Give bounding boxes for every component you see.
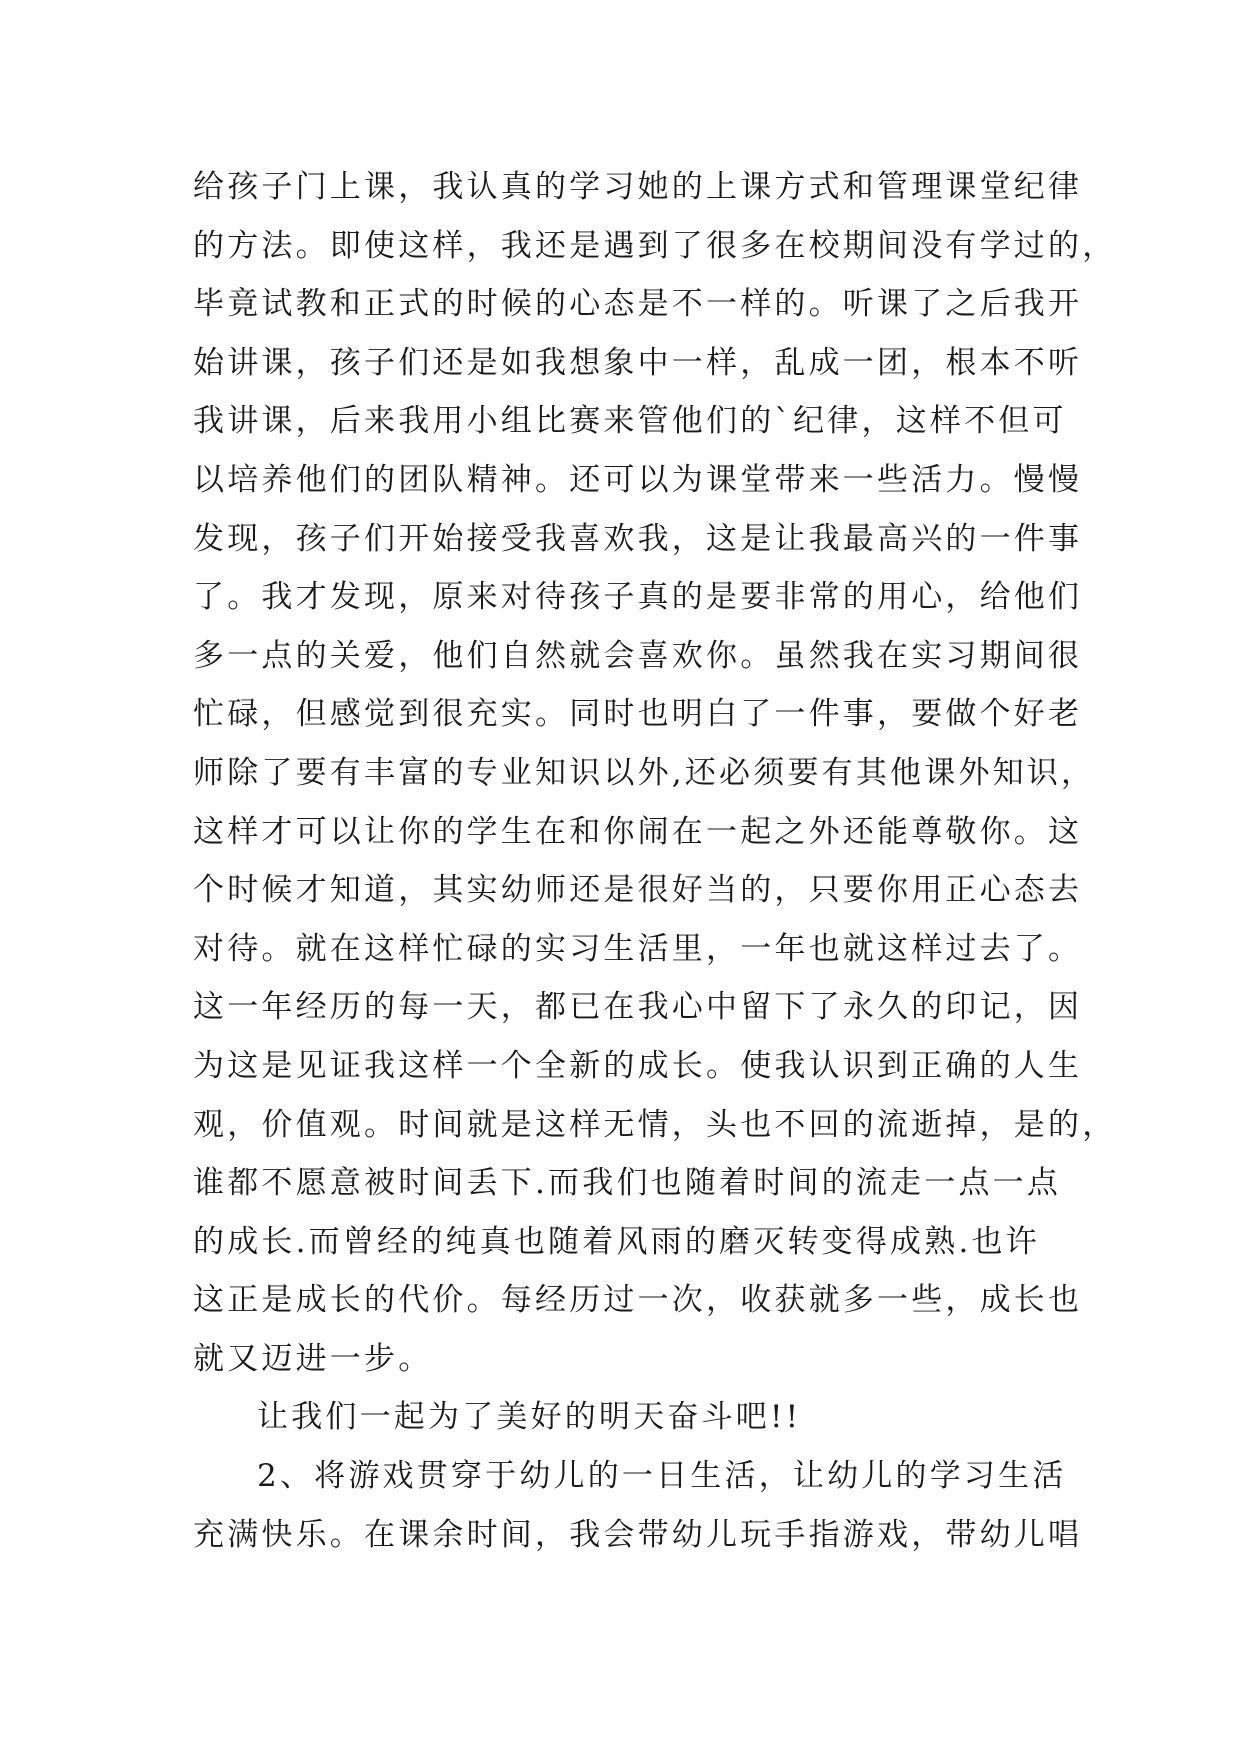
text-line: 发现，孩子们开始接受我喜欢我，这是让我最高兴的一件事 — [193, 520, 1083, 557]
text-line: 为这是见证我这样一个全新的成长。使我认识到正确的人生 — [193, 1047, 1083, 1084]
text-line: 对待。就在这样忙碌的实习生活里，一年也就这样过去了。 — [193, 930, 1083, 967]
text-line: 毕竟试教和正式的时候的心态是不一样的。听课了之后我开 — [193, 286, 1083, 323]
text-line: 个时候才知道，其实幼师还是很好当的，只要你用正心态去 — [193, 872, 1083, 909]
text-line: 这正是成长的代价。每经历过一次，收获就多一些，成长也 — [193, 1282, 1083, 1319]
text-line: 的成长.而曾经的纯真也随着风雨的磨灭转变得成熟.也许 — [193, 1223, 1040, 1260]
body-text — [193, 158, 1117, 1564]
text-line: 的方法。即使这样，我还是遇到了很多在校期间没有学过的， — [193, 227, 1117, 264]
text-line: 观，价值观。时间就是这样无情，头也不回的流逝掉，是的， — [193, 1106, 1117, 1143]
text-line: 多一点的关爱，他们自然就会喜欢你。虽然我在实习期间很 — [193, 637, 1083, 674]
paragraph-first-line: 2、将游戏贯穿于幼儿的一日生活，让幼儿的学习生活 — [257, 1458, 1067, 1495]
text-line: 始讲课，孩子们还是如我想象中一样，乱成一团，根本不听 — [193, 344, 1083, 381]
text-line: 忙碌，但感觉到很充实。同时也明白了一件事，要做个好老 — [193, 696, 1083, 733]
text-line: 这一年经历的每一天，都已在我心中留下了永久的印记，因 — [193, 989, 1083, 1026]
text-line: 师除了要有丰富的专业知识以外,还必须要有其他课外知识， — [193, 754, 1096, 791]
text-line: 了。我才发现，原来对待孩子真的是要非常的用心，给他们 — [193, 579, 1083, 616]
text-line: 我讲课，后来我用小组比赛来管他们的`纪律，这样不但可 — [193, 403, 1067, 440]
text-line: 充满快乐。在课余时间，我会带幼儿玩手指游戏，带幼儿唱 — [193, 1516, 1083, 1553]
text-line: 这样才可以让你的学生在和你闹在一起之外还能尊敬你。这 — [193, 813, 1083, 850]
text-line: 给孩子门上课，我认真的学习她的上课方式和管理课堂纪律 — [193, 169, 1083, 205]
text-line: 以培养他们的团队精神。还可以为课堂带来一些活力。慢慢 — [193, 461, 1083, 498]
text-line: 就又迈进一步。 — [193, 1340, 433, 1377]
text-line: 谁都不愿意被时间丢下.而我们也随着时间的流走一点一点 — [193, 1165, 1062, 1202]
paragraph-first-line: 让我们一起为了美好的明天奋斗吧!! — [257, 1399, 802, 1436]
